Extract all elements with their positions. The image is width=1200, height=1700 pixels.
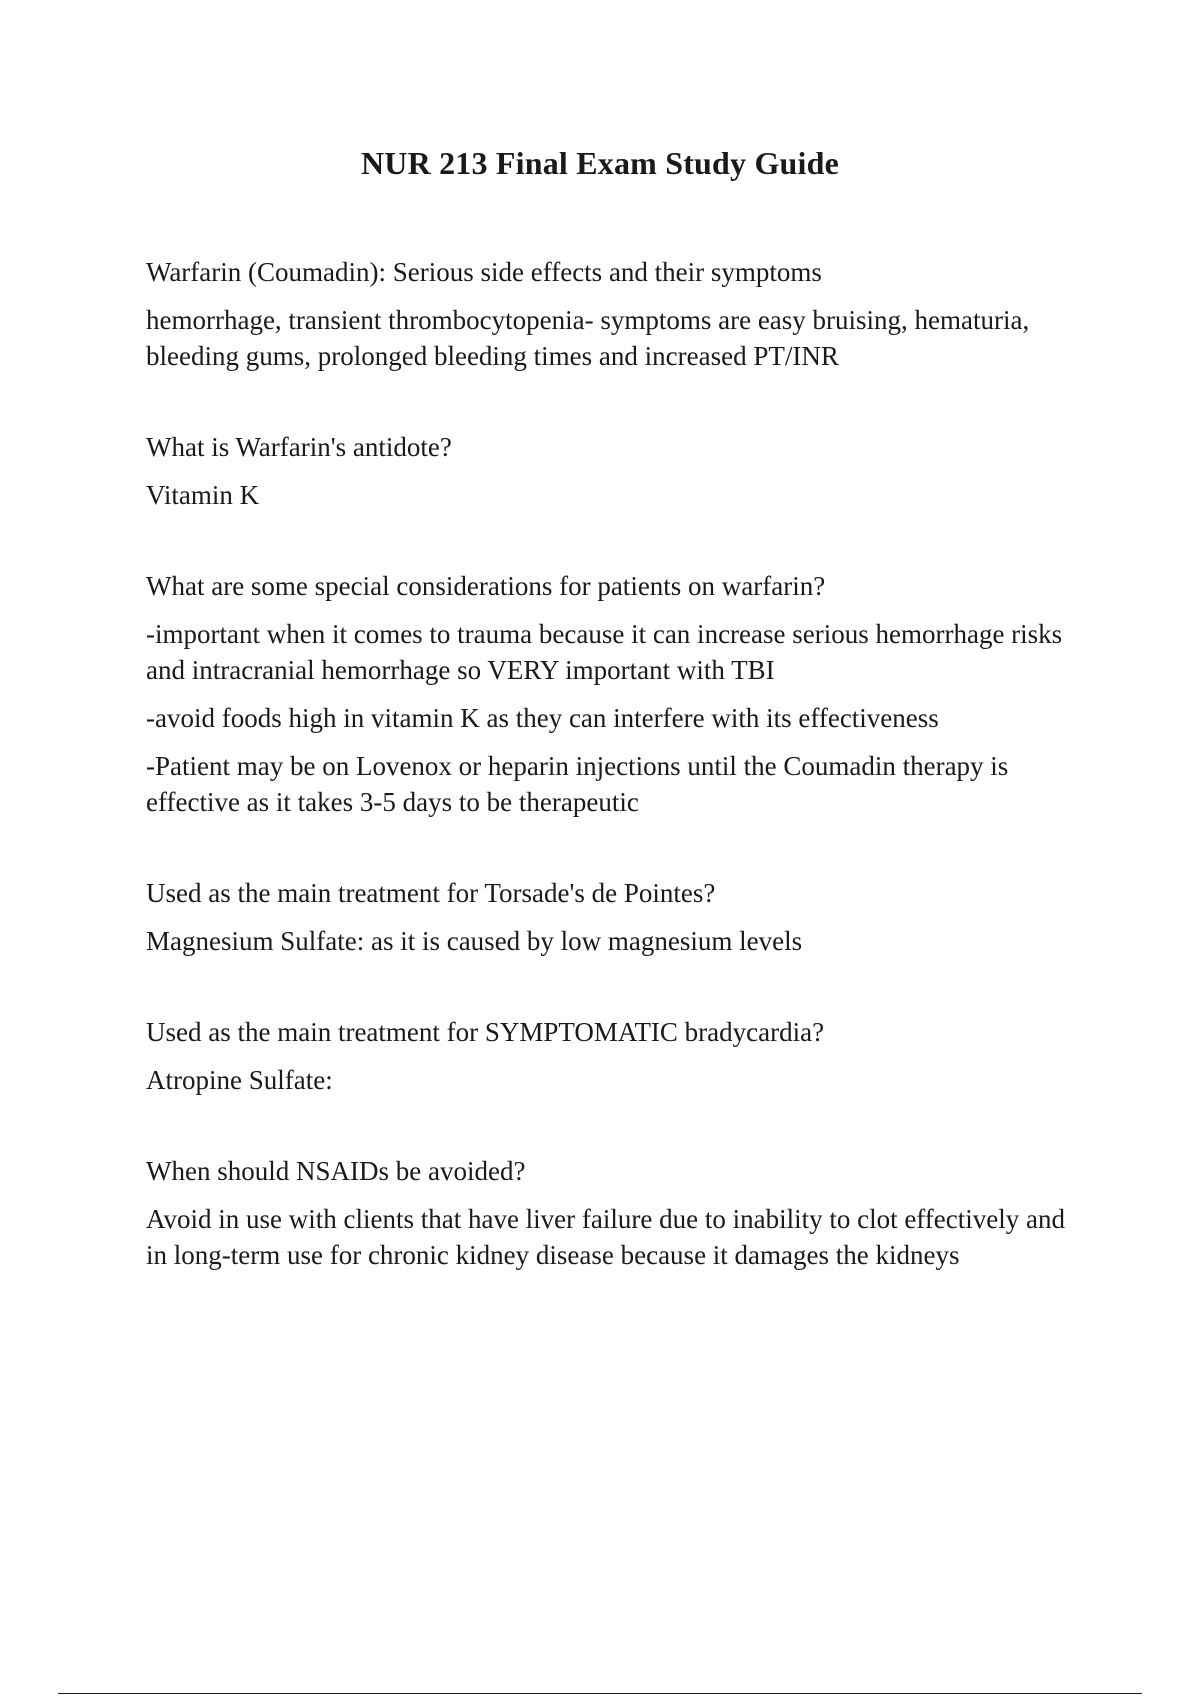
answer: Magnesium Sulfate: as it is caused by low magnesium levels <box>146 926 803 956</box>
qa-section-warfarin-antidote <box>146 429 1086 513</box>
answer: -important when it comes to trauma because it can increase serious hemorrhage risks and intracranial hemorrhage so VERY important with TBI <box>146 619 1063 685</box>
qa-section-torsades-treatment <box>146 875 1086 959</box>
answer: -Patient may be on Lovenox or heparin injections until the Coumadin therapy is effective as it takes 3-5 days to be therapeutic <box>146 751 1009 817</box>
qa-section-warfarin-considerations <box>146 568 1086 820</box>
qa-section-nsaids-avoidance <box>146 1153 1086 1273</box>
answer: hemorrhage, transient thrombocytopenia- symptoms are easy bruising, hematuria, bleeding gums, prolonged bleeding times and increased PT/INR <box>146 305 1030 371</box>
qa-section-bradycardia-treatment <box>146 1014 1086 1098</box>
qa-section-warfarin-side-effects <box>146 254 1086 374</box>
question: What is Warfarin's antidote? <box>146 432 452 462</box>
question: Warfarin (Coumadin): Serious side effects and their symptoms <box>146 257 822 287</box>
answer: Vitamin K <box>146 480 260 510</box>
question: What are some special considerations for patients on warfarin? <box>146 571 826 601</box>
footer-divider <box>58 1693 1142 1694</box>
answer: Atropine Sulfate: <box>146 1065 333 1095</box>
answer: -avoid foods high in vitamin K as they can interfere with its effectiveness <box>146 703 939 733</box>
question: Used as the main treatment for SYMPTOMATIC bradycardia? <box>146 1017 825 1047</box>
study-guide-content <box>146 254 1086 1328</box>
question: When should NSAIDs be avoided? <box>146 1156 526 1186</box>
question: Used as the main treatment for Torsade's de Pointes? <box>146 878 716 908</box>
document-title: NUR 213 Final Exam Study Guide <box>360 145 840 181</box>
answer: Avoid in use with clients that have liver failure due to inability to clot effectively and in long-term use for chronic kidney disease because it damages the kidneys <box>146 1204 1065 1270</box>
